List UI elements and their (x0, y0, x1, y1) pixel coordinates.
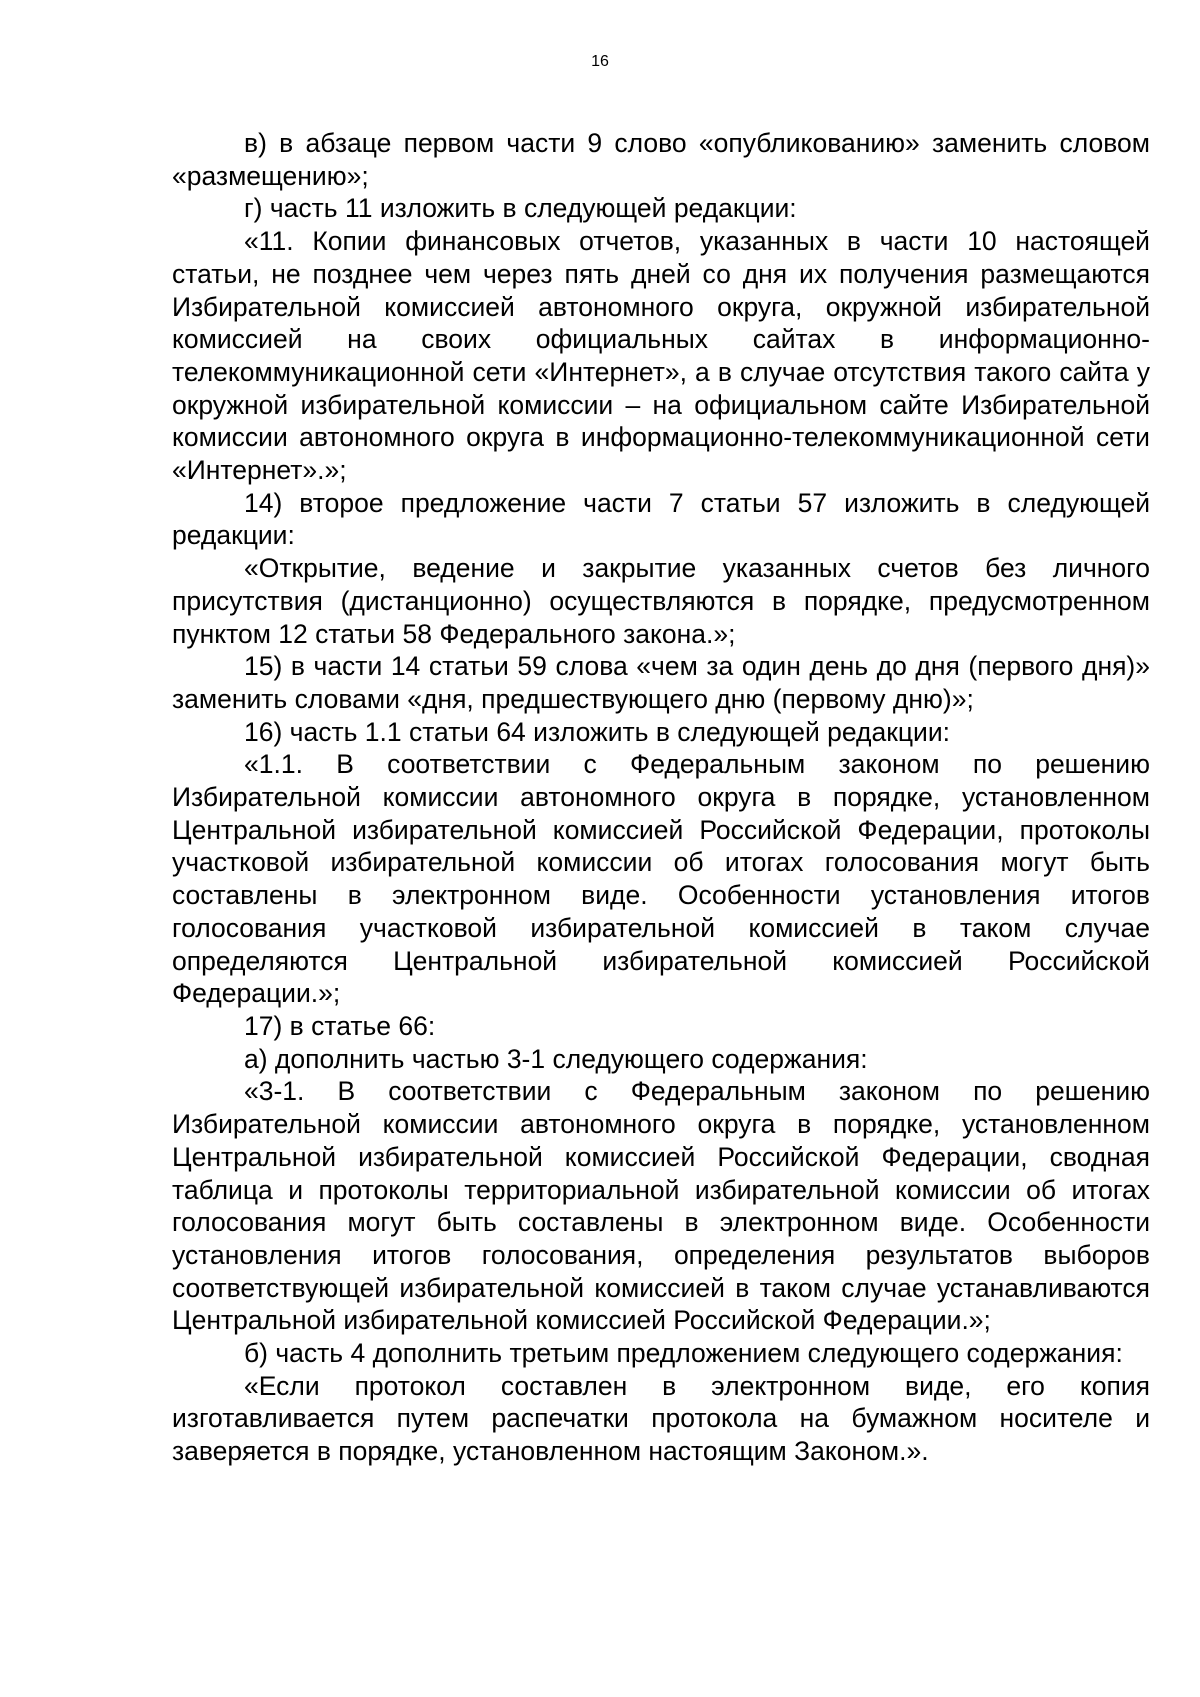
paragraph-item-v: в) в абзаце первом части 9 слово «опубликованию» заменить словом «размещению»; (172, 128, 1150, 191)
document-body (172, 127, 1150, 1468)
paragraph-item-b: б) часть 4 дополнить третьим предложением следующего содержания: (244, 1338, 1123, 1369)
page-number: 16 (591, 53, 609, 70)
paragraph-item-15: 15) в части 14 статьи 59 слова «чем за один день до дня (первого дня)» заменить словами «дня, предшествующего дню (первому дню)»; (172, 651, 1150, 714)
paragraph-part-3-1-text: «3-1. В соответствии с Федеральным законом по решению Избирательной комиссии автономного округа в порядке, установленном Центральной избирательной комиссией Российской Федерации, сводная таблица и протоколы территориальной избирательной комиссии об итогах голосования могут быть составлены в электронном виде. Особенности установления итогов голосования, определения результатов выборов соответствующей избирательной комиссией в таком случае устанавливаются Центральной избирательной комиссией Российской Федерации.»; (172, 1076, 1150, 1336)
paragraph-item-17: 17) в статье 66: (244, 1010, 436, 1041)
paragraph-part-1-1-text: «1.1. В соответствии с Федеральным законом по решению Избирательной комиссии автономного округа в порядке, установленном Центральной избирательной комиссией Российской Федерации, протоколы участковой избирательной комиссии об итогах голосования могут быть составлены в электронном виде. Особенности установления итогов голосования участковой избирательной комиссией в таком случае определяются Центральной избирательной комиссией Российской Федерации.»; (172, 749, 1150, 1009)
paragraph-item-14: 14) второе предложение части 7 статьи 57 изложить в следующей редакции: (172, 487, 1150, 551)
paragraph-item-14-text: «Открытие, ведение и закрытие указанных счетов без личного присутствия (дистанционно) осуществляются в порядке, предусмотренном пунктом 12 статьи 58 Федерального закона.»; (172, 553, 1150, 649)
paragraph-part-4-text: «Если протокол составлен в электронном виде, его копия изготавливается путем распечатки протокола на бумажном носителе и заверяется в порядке, установленном настоящим Законом.». (172, 1370, 1150, 1467)
paragraph-part-11-text: «11. Копии финансовых отчетов, указанных в части 10 настоящей статьи, не позднее чем через пять дней со дня их получения размещаются Избирательной комиссией автономного округа, окружной избирательной комиссией на своих официальных сайтах в информационно-телекоммуникационной сети «Интернет», а в случае отсутствия такого сайта у окружной избирательной комиссии – на официальном сайте Избирательной комиссии автономного округа в информационно-телекоммуникационной сети «Интернет».»; (172, 226, 1150, 486)
paragraph-item-g: г) часть 11 изложить в следующей редакции: (244, 193, 797, 224)
paragraph-item-a: а) дополнить частью 3-1 следующего содержания: (244, 1043, 868, 1074)
paragraph-item-16: 16) часть 1.1 статьи 64 изложить в следующей редакции: (244, 716, 950, 747)
